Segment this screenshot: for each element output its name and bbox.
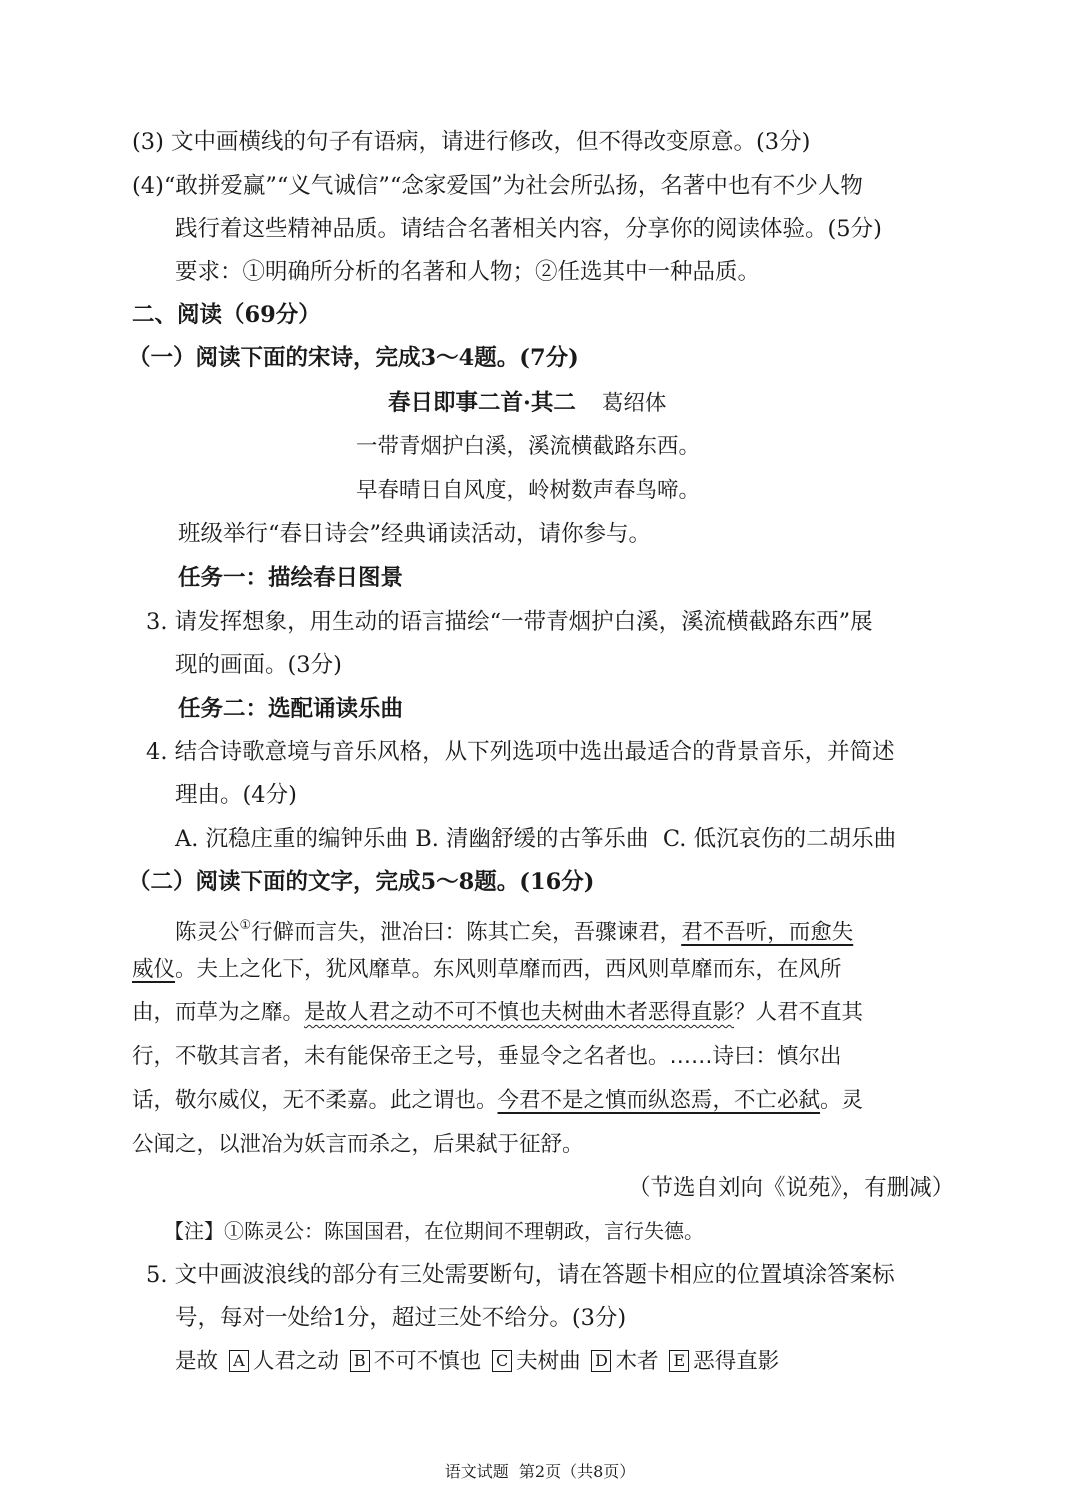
passage-line-6: 公闻之，以泄冶为妖言而杀之，后果弑于征舒。	[132, 1132, 584, 1157]
question-4-options: A. 沉稳庄重的编钟乐曲 B. 清幽舒缓的古筝乐曲 C. 低沉哀伤的二胡乐曲	[175, 826, 897, 852]
underlined-sentence: 威仪	[132, 957, 176, 982]
poem-author: 葛绍体	[601, 391, 667, 416]
poem-heading	[388, 388, 666, 419]
segment-text: 是故	[175, 1349, 219, 1374]
question-4-line1: 4. 结合诗歌意境与音乐风格，从下列选项中选出最适合的背景音乐，并简述	[146, 739, 895, 765]
question-4-sub-line1: (4)“敢拼爱赢”“义气诚信”“念家爱国”为社会所弘扬，名著中也有不少人物	[132, 173, 863, 199]
segment-text: 不可不慎也	[373, 1349, 482, 1374]
poem-title: 春日即事二首·其二	[388, 390, 576, 416]
footnote-marker: ①	[239, 918, 252, 933]
passage-text: 陈灵公	[175, 920, 240, 945]
passage-text: 。夫上之化下，犹风靡草。东风则草靡而西，西风则草靡而东，在风所	[175, 957, 842, 982]
wavy-underlined-sentence: 是故人君之动不可不慎也夫树曲木者恶得直影	[304, 1000, 735, 1025]
underlined-sentence: 今君不是之慎而纵恣焉，不亡必弑	[497, 1088, 821, 1113]
option-box-a: A	[229, 1350, 249, 1372]
passage-source: （节选自刘向《说苑》，有删减）	[628, 1175, 955, 1201]
part-1-title: （一）阅读下面的宋诗，完成3～4题。(7分)	[128, 345, 579, 371]
poem-line-1: 一带青烟护白溪，溪流横截路东西。	[356, 434, 701, 459]
passage-text: 话，敬尔威仪，无不柔嘉。此之谓也。	[132, 1088, 498, 1113]
question-5-line1: 5. 文中画波浪线的部分有三处需要断句，请在答题卡相应的位置填涂答案标	[146, 1262, 895, 1288]
option-box-b: B	[350, 1350, 370, 1372]
passage-text: ？人君不直其	[734, 1000, 864, 1025]
question-5-line2: 号，每对一处给1分，超过三处不给分。(3分)	[175, 1305, 627, 1331]
question-5-segments	[175, 1347, 779, 1377]
task-1-title: 任务一：描绘春日图景	[178, 565, 404, 591]
question-4-requirement: 要求：①明确所分析的名著和人物；②任选其中一种品质。	[175, 259, 761, 285]
activity-intro: 班级举行“春日诗会”经典诵读活动，请你参与。	[178, 521, 652, 547]
task-2-title: 任务二：选配诵读乐曲	[178, 696, 404, 722]
poem-line-2: 早春晴日自风度，岭树数声春鸟啼。	[356, 478, 701, 503]
page-footer: 语文试题 第2页（共8页）	[444, 1462, 636, 1481]
segment-text: 恶得直影	[693, 1349, 780, 1374]
passage-line-4: 行，不敬其言者，未有能保帝王之号，垂显令之名者也。……诗曰：慎尔出	[132, 1044, 842, 1069]
underlined-sentence: 君不吾听，而愈失	[681, 920, 854, 945]
passage-line-1	[175, 911, 853, 948]
section-title-reading: 二、阅读（69分）	[132, 302, 321, 328]
option-box-c: C	[492, 1350, 512, 1372]
question-4-sub-line2: 践行着这些精神品质。请结合名著相关内容，分享你的阅读体验。(5分)	[175, 216, 882, 242]
passage-line-3	[132, 998, 863, 1028]
passage-text: 由，而草为之靡。	[132, 1000, 305, 1025]
segment-text: 人君之动	[252, 1349, 339, 1374]
passage-text: 。灵	[820, 1088, 864, 1113]
option-box-e: E	[669, 1350, 689, 1372]
question-4-line2: 理由。(4分)	[175, 782, 297, 808]
option-box-d: D	[591, 1350, 611, 1372]
passage-line-5	[132, 1086, 863, 1116]
footnote: 【注】①陈灵公：陈国国君，在位期间不理朝政，言行失德。	[164, 1219, 704, 1243]
question-3-line1: 3. 请发挥想象，用生动的语言描绘“一带青烟护白溪，溪流横截路东西”展	[146, 609, 873, 635]
passage-line-2	[132, 955, 842, 985]
question-3-sub: (3) 文中画横线的句子有语病，请进行修改，但不得改变原意。(3分)	[132, 129, 811, 155]
question-3-line2: 现的画面。(3分)	[175, 652, 342, 678]
part-2-title: （二）阅读下面的文字，完成5～8题。(16分)	[128, 869, 595, 895]
passage-text: 行僻而言失，泄冶曰：陈其亡矣，吾骤谏君，	[251, 920, 682, 945]
segment-text: 夫树曲	[516, 1349, 581, 1374]
segment-text: 木者	[615, 1349, 659, 1374]
